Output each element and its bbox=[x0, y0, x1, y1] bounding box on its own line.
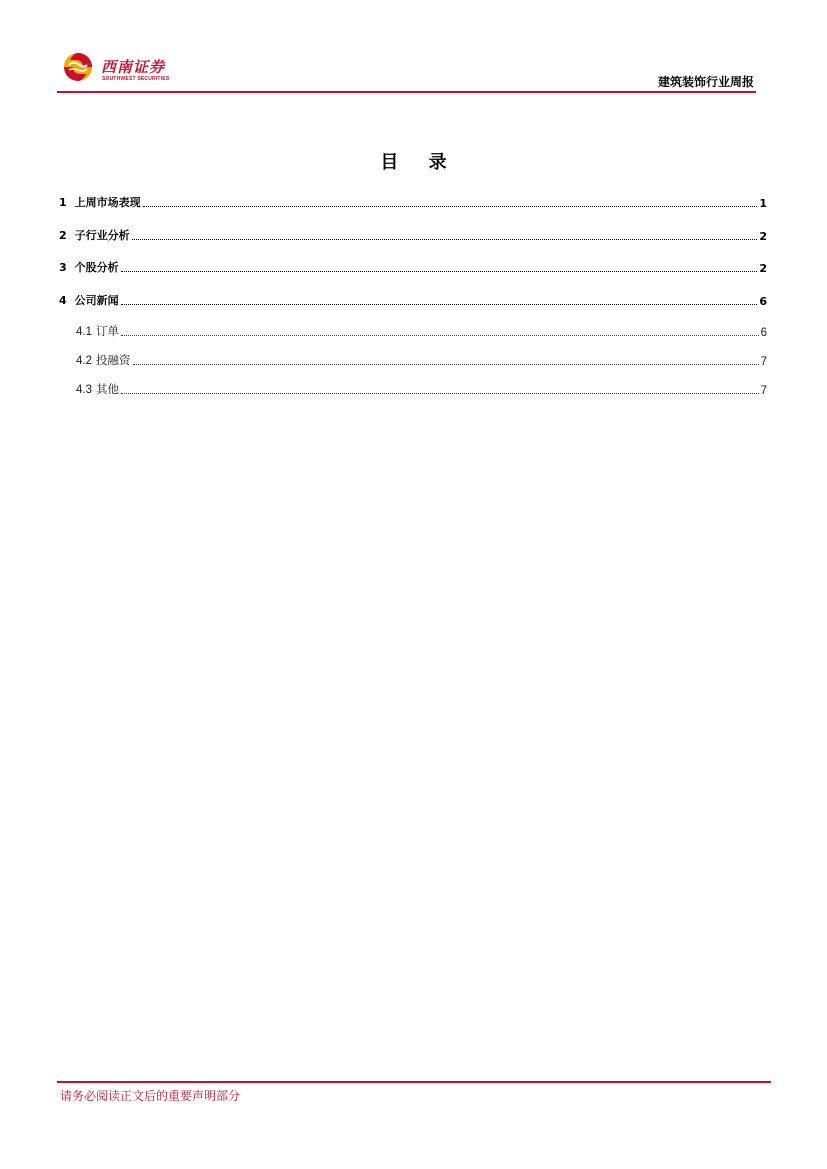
toc-dot-leader bbox=[121, 334, 759, 336]
toc-page-number: 7 bbox=[760, 385, 767, 397]
toc-page-number: 6 bbox=[760, 327, 767, 339]
toc-entry-other[interactable] bbox=[59, 379, 767, 397]
toc-entry-market-performance[interactable] bbox=[59, 192, 767, 210]
toc-entry-orders[interactable] bbox=[59, 321, 767, 339]
toc-entry-number: 4.3 bbox=[76, 384, 92, 396]
toc-entry-number: 1 bbox=[59, 196, 67, 209]
toc-dot-leader bbox=[121, 270, 758, 272]
toc-entry-number: 4.2 bbox=[76, 355, 92, 367]
company-logo bbox=[63, 50, 183, 84]
toc-page-number: 1 bbox=[759, 197, 767, 210]
toc-entry-number: 3 bbox=[59, 261, 67, 274]
toc-entry-label bbox=[59, 381, 119, 397]
toc-entry-number: 2 bbox=[59, 229, 67, 242]
toc-dot-leader bbox=[133, 363, 759, 365]
toc-heading: 目 录 bbox=[380, 152, 459, 173]
toc-entry-title: 个股分析 bbox=[74, 261, 119, 274]
toc-entry-number: 4 bbox=[59, 294, 67, 307]
toc-dot-leader bbox=[143, 205, 758, 207]
page-header bbox=[57, 46, 756, 92]
toc-entry-investment-financing[interactable] bbox=[59, 350, 767, 368]
toc-entry-title: 上周市场表现 bbox=[74, 196, 141, 209]
footer-divider bbox=[57, 1081, 771, 1083]
logo-english-name: SOUTHWEST SECURITIES bbox=[102, 76, 170, 82]
toc-entry-stock-analysis[interactable] bbox=[59, 257, 767, 275]
toc-page-number: 6 bbox=[759, 295, 767, 308]
logo-chinese-name: 西南证券 bbox=[101, 58, 166, 76]
toc-entry-title: 订单 bbox=[96, 326, 119, 338]
toc-dot-leader bbox=[121, 392, 759, 394]
header-divider bbox=[57, 91, 756, 93]
toc-entry-label bbox=[59, 227, 130, 243]
toc-entry-title: 子行业分析 bbox=[74, 229, 130, 242]
toc-page-number: 7 bbox=[760, 356, 767, 368]
toc-entry-title: 公司新闻 bbox=[74, 294, 119, 307]
toc-entry-label bbox=[59, 292, 119, 308]
toc-entry-label bbox=[59, 259, 119, 275]
toc-page-number: 2 bbox=[759, 262, 767, 275]
toc-dot-leader bbox=[121, 303, 758, 305]
toc-entry-title: 投融资 bbox=[96, 355, 131, 367]
footer-disclaimer-notice: 请务必阅读正文后的重要声明部分 bbox=[60, 1089, 241, 1103]
toc-entry-label bbox=[59, 194, 141, 210]
toc-dot-leader bbox=[132, 238, 758, 240]
toc-entry-subsector-analysis[interactable] bbox=[59, 225, 767, 243]
toc-entry-title: 其他 bbox=[96, 384, 119, 396]
toc-entry-label bbox=[59, 352, 131, 368]
toc-entry-company-news[interactable] bbox=[59, 290, 767, 308]
toc-entry-number: 4.1 bbox=[76, 326, 92, 338]
southwest-securities-logo-icon bbox=[63, 52, 93, 82]
toc-page-number: 2 bbox=[759, 230, 767, 243]
report-title: 建筑装饰行业周报 bbox=[657, 75, 754, 89]
toc-entry-label bbox=[59, 323, 119, 339]
